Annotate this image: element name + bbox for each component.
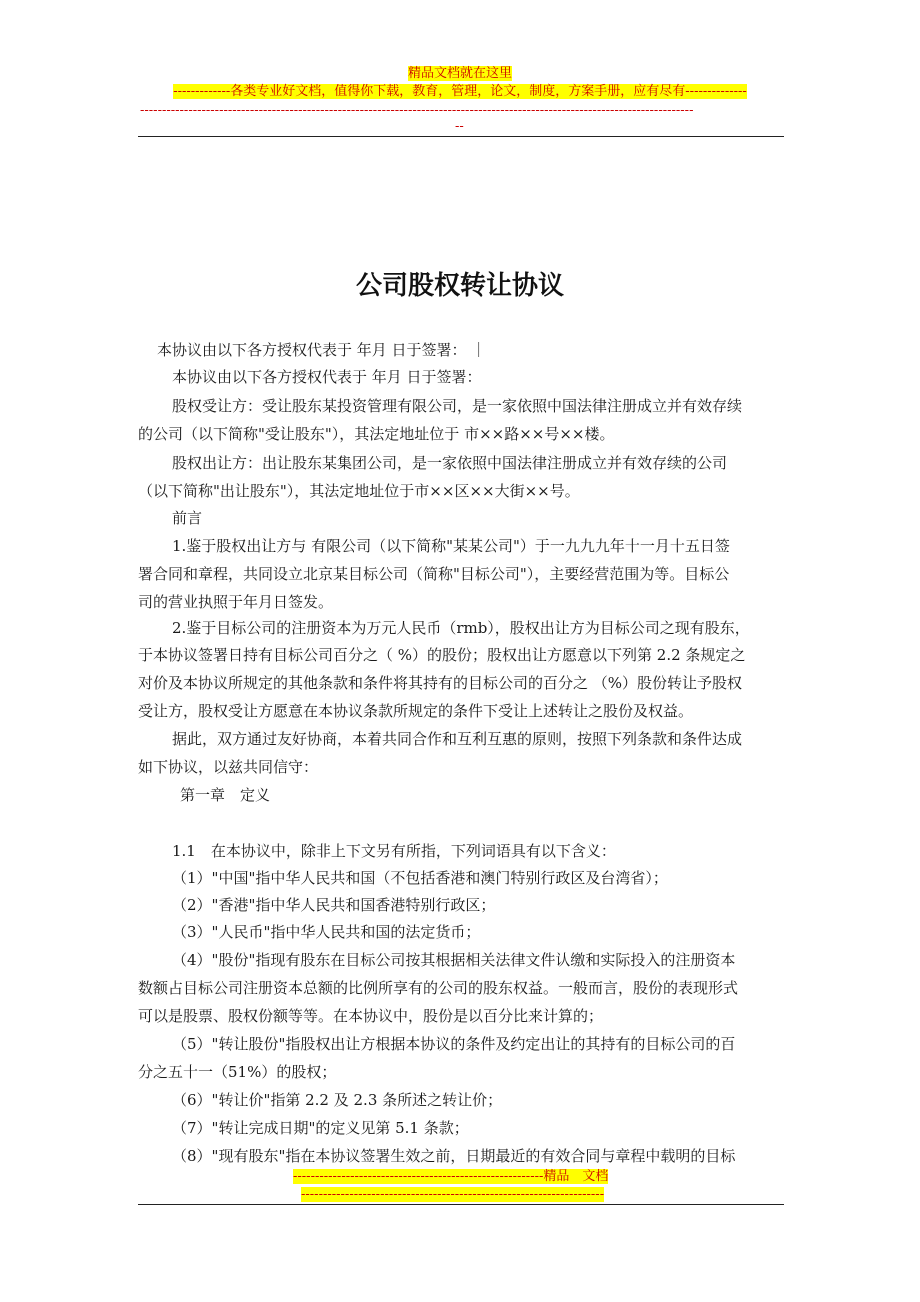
header-banner bbox=[0, 84, 920, 100]
definition-line: （2）"香港"指中华人民共和国香港特别行政区； bbox=[172, 896, 496, 914]
preamble-heading: 前言 bbox=[172, 509, 203, 527]
definition-line: （4）"股份"指现有股东在目标公司按其根据相关法律文件认缴和实际投入的注册资本 bbox=[172, 951, 736, 969]
recital-line: 对价及本协议所规定的其他条款和条件将其持有的目标公司的百分之 （%）股份转让予股权 bbox=[138, 674, 743, 692]
recital-line: 受让方，股权受让方愿意在本协议条款所规定的条件下受让上述转让之股份及权益。 bbox=[138, 702, 694, 720]
party-transferor-line: （以下简称"出让股东"），其法定地址位于市××区××大街××号。 bbox=[138, 482, 580, 500]
footer-dash-text: --------------------------------------------------------------------- bbox=[301, 1187, 605, 1202]
recital-line: 于本协议签署日持有目标公司百分之（ %）的股份；股权出让方愿意以下列第 2.2 条规定之 bbox=[138, 646, 746, 664]
header-rule bbox=[138, 136, 784, 137]
intro-line: 本协议由以下各方授权代表于 年月 日于签署： bbox=[172, 368, 482, 386]
header-dash-tail: -- bbox=[455, 119, 464, 134]
party-transferee-line: 股权受让方：受让股东某投资管理有限公司，是一家依照中国法律注册成立并有效存续 bbox=[172, 397, 743, 415]
intro-line: 本协议由以下各方授权代表于 年月 日于签署： ｜ bbox=[157, 341, 487, 359]
footer-rule bbox=[138, 1204, 784, 1205]
definition-line: （5）"转让股份"指股权出让方根据本协议的条件及约定出让的其持有的目标公司的百 bbox=[172, 1035, 736, 1053]
clause-line: 1.1 在本协议中，除非上下文另有所指，下列词语具有以下含义： bbox=[172, 842, 616, 860]
footer-banner-text: ---------------------------------------------------------精品 文档 bbox=[293, 1169, 609, 1184]
header-tagline bbox=[0, 66, 920, 82]
definition-line: （6）"转让价"指第 2.2 及 2.3 条所述之转让价； bbox=[172, 1091, 503, 1109]
definition-line: 分之五十一（51%）的股权； bbox=[138, 1063, 337, 1081]
header-dash-line: ------------------------------------------------------------------------------------------------------------------------------ bbox=[140, 103, 694, 118]
recital-line: 1.鉴于股权出让方与 有限公司（以下简称"某某公司"）于一九九九年十一月十五日签 bbox=[172, 537, 730, 555]
definition-line: （1）"中国"指中华人民共和国（不包括香港和澳门特别行政区及台湾省）； bbox=[172, 869, 668, 887]
definition-line: 数额占目标公司注册资本总额的比例所享有的公司的股东权益。一般而言，股份的表现形式 bbox=[138, 979, 739, 997]
header-banner-text: -------------各类专业好文档，值得你下载，教育，管理，论文，制度，方案手册，应有尽有-------------- bbox=[173, 84, 747, 99]
footer-dash-line bbox=[301, 1187, 604, 1203]
chapter-heading: 第一章 定义 bbox=[180, 786, 271, 804]
party-transferor-line: 股权出让方：出让股东某集团公司，是一家依照中国法律注册成立并有效存续的公司 bbox=[172, 454, 728, 472]
definition-line: （7）"转让完成日期"的定义见第 5.1 条款； bbox=[172, 1119, 469, 1137]
header-tagline-text: 精品文档就在这里 bbox=[407, 66, 512, 81]
recital-line: 署合同和章程，共同设立北京某目标公司（简称"目标公司"），主要经营范围为等。目标公 bbox=[138, 565, 730, 583]
definition-line: （8）"现有股东"指在本协议签署生效之前，日期最近的有效合同与章程中载明的目标 bbox=[172, 1147, 736, 1165]
party-transferee-line: 的公司（以下简称"受让股东"），其法定地址位于 市××路××号××楼。 bbox=[138, 425, 615, 443]
recital-line: 2.鉴于目标公司的注册资本为万元人民币（rmb），股权出让方为目标公司之现有股东， bbox=[172, 619, 750, 637]
agreement-line: 据此，双方通过友好协商，本着共同合作和互利互惠的原则，按照下列条款和条件达成 bbox=[172, 730, 743, 748]
agreement-line: 如下协议，以兹共同信守： bbox=[138, 758, 319, 776]
definition-line: （3）"人民币"指中华人民共和国的法定货币； bbox=[172, 923, 481, 941]
definition-line: 可以是股票、股权份额等等。在本协议中，股份是以百分比来计算的； bbox=[138, 1007, 604, 1025]
document-title: 公司股权转让协议 bbox=[355, 271, 564, 301]
footer-banner bbox=[293, 1169, 608, 1185]
recital-line: 司的营业执照于年月日签发。 bbox=[138, 593, 334, 611]
